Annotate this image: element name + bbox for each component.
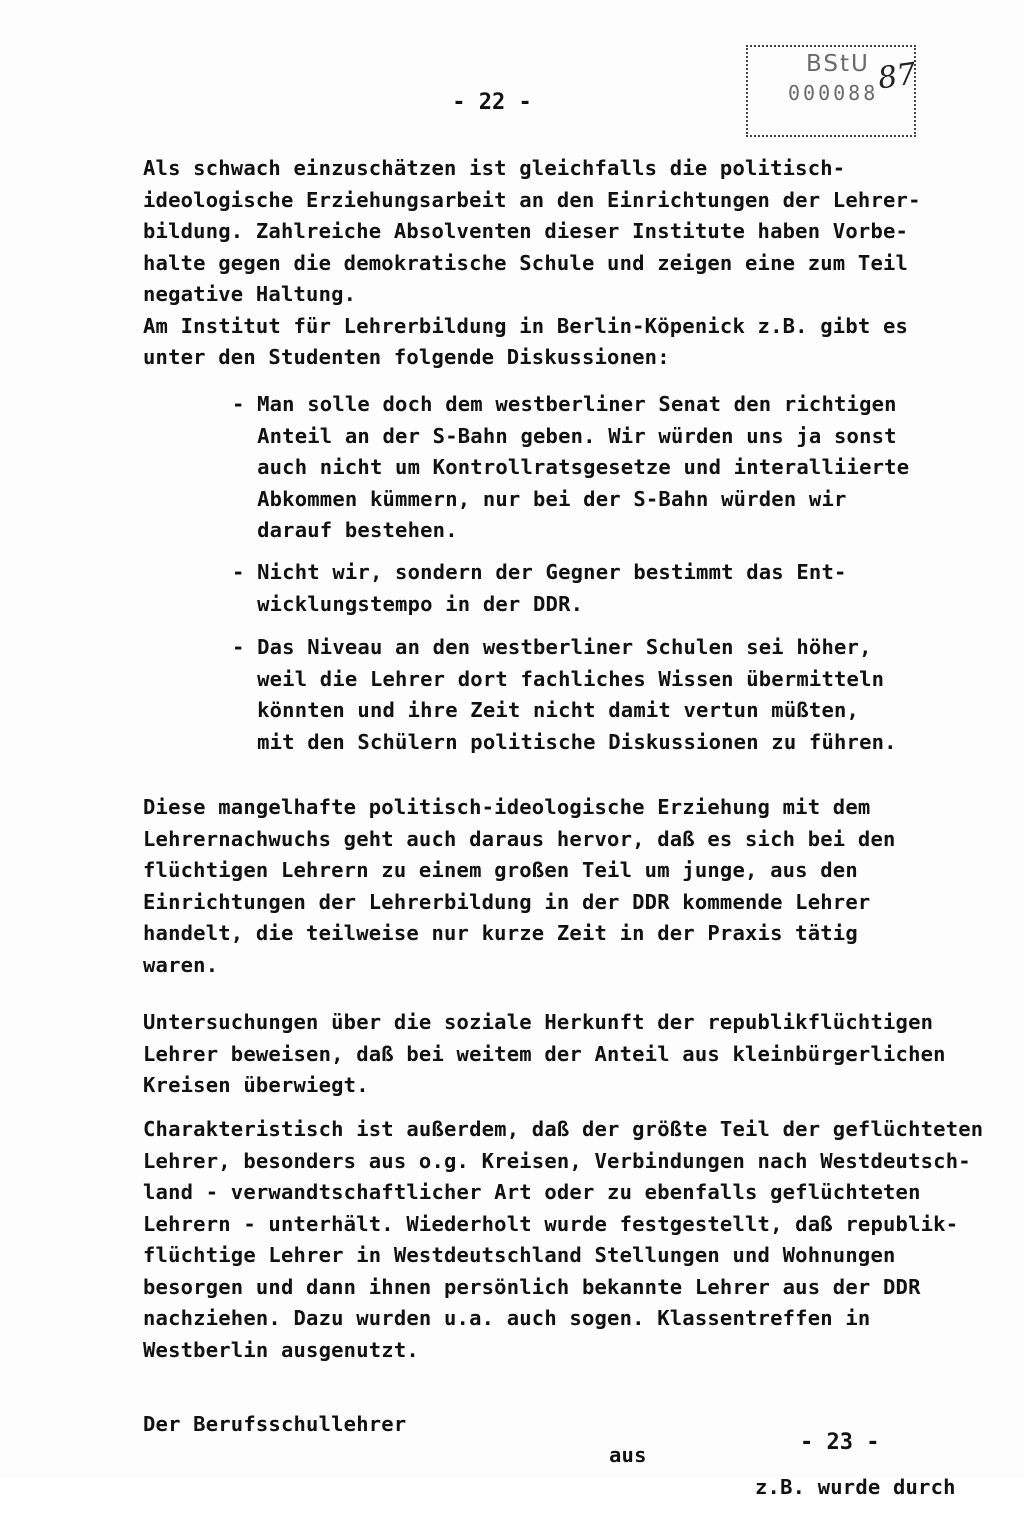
paragraph-1: Als schwach einzuschätzen ist gleichfalls die politisch- ideologische Erziehungsarbeit an den Einrichtungen der Lehrer- bildung. Zahlreiche Absolventen dieser Institute haben Vorbe- halte gegen die demokratische Schule und zeigen eine zum Teil negative Haltung. Am Institut für Lehrerbildung in Berlin-Köpenick z.B. gibt es unter den Studenten folgende Diskussionen: bbox=[143, 156, 921, 369]
last-line-part-1: Der Berufsschullehrer bbox=[143, 1411, 407, 1436]
paragraph-3: Untersuchungen über die soziale Herkunft der republikflüchtigen Lehrer beweisen, daß bei weitem der Anteil aus kleinbürgerlichen Kreisen überwiegt. bbox=[143, 1010, 946, 1097]
page-number bbox=[0, 90, 1024, 115]
page-number-text: - 22 - bbox=[452, 90, 532, 115]
last-line-part-3: z.B. wurde durch bbox=[755, 1474, 956, 1499]
stamp-title: BStU bbox=[806, 51, 870, 77]
stamp-number: 000088 bbox=[788, 81, 879, 105]
quote-item: - Man solle doch dem westberliner Senat den richtigen Anteil an der S-Bahn geben. Wir würden uns ja sonst auch nicht um Kontrollratsgesetze und interalliierte Abkommen kümmern, nur bei der S-Bahn würden wir darauf bestehen. bbox=[232, 392, 910, 542]
last-line bbox=[143, 1377, 963, 1535]
last-line-part-2: aus bbox=[609, 1443, 647, 1467]
handwritten-page-number: 87 bbox=[875, 56, 919, 97]
quote-item: - Das Niveau an den westberliner Schulen sei höher, weil die Lehrer dort fachliches Wissen übermitteln könnten und ihre Zeit nicht damit vertun müßten, mit den Schülern politische Diskussionen zu führen. bbox=[232, 635, 897, 754]
paragraph-4: Charakteristisch ist außerdem, daß der größte Teil der geflüchteten Lehrer, besonders aus o.g. Kreisen, Verbindungen nach Westdeutsch- land - verwandtschaftlicher Art oder zu ebenfalls geflüchteten Lehrern - unterhält. Wiederholt wurde festgestellt, daß republik- flüchtige Lehrer in Westdeutschland Stellungen und Wohnungen besorgen und dann ihnen persönlich bekannte Lehrer aus der DDR nachziehen. Dazu wurden u.a. auch sogen. Klassentreffen in Westberlin ausgenutzt. bbox=[143, 1117, 984, 1362]
quote-item: - Nicht wir, sondern der Gegner bestimmt das Ent- wicklungstempo in der DDR. bbox=[232, 560, 847, 616]
paragraph-2: Diese mangelhafte politisch-ideologische Erziehung mit dem Lehrernachwuchs geht auch daraus hervor, daß es sich bei den flüchtigen Lehrern zu einem großen Teil um junge, aus den Einrichtungen der Lehrerbildung in der DDR kommende Lehrer handelt, die teilweise nur kurze Zeit in der Praxis tätig waren. bbox=[143, 795, 896, 977]
next-page-marker: - 23 - bbox=[800, 1430, 880, 1455]
